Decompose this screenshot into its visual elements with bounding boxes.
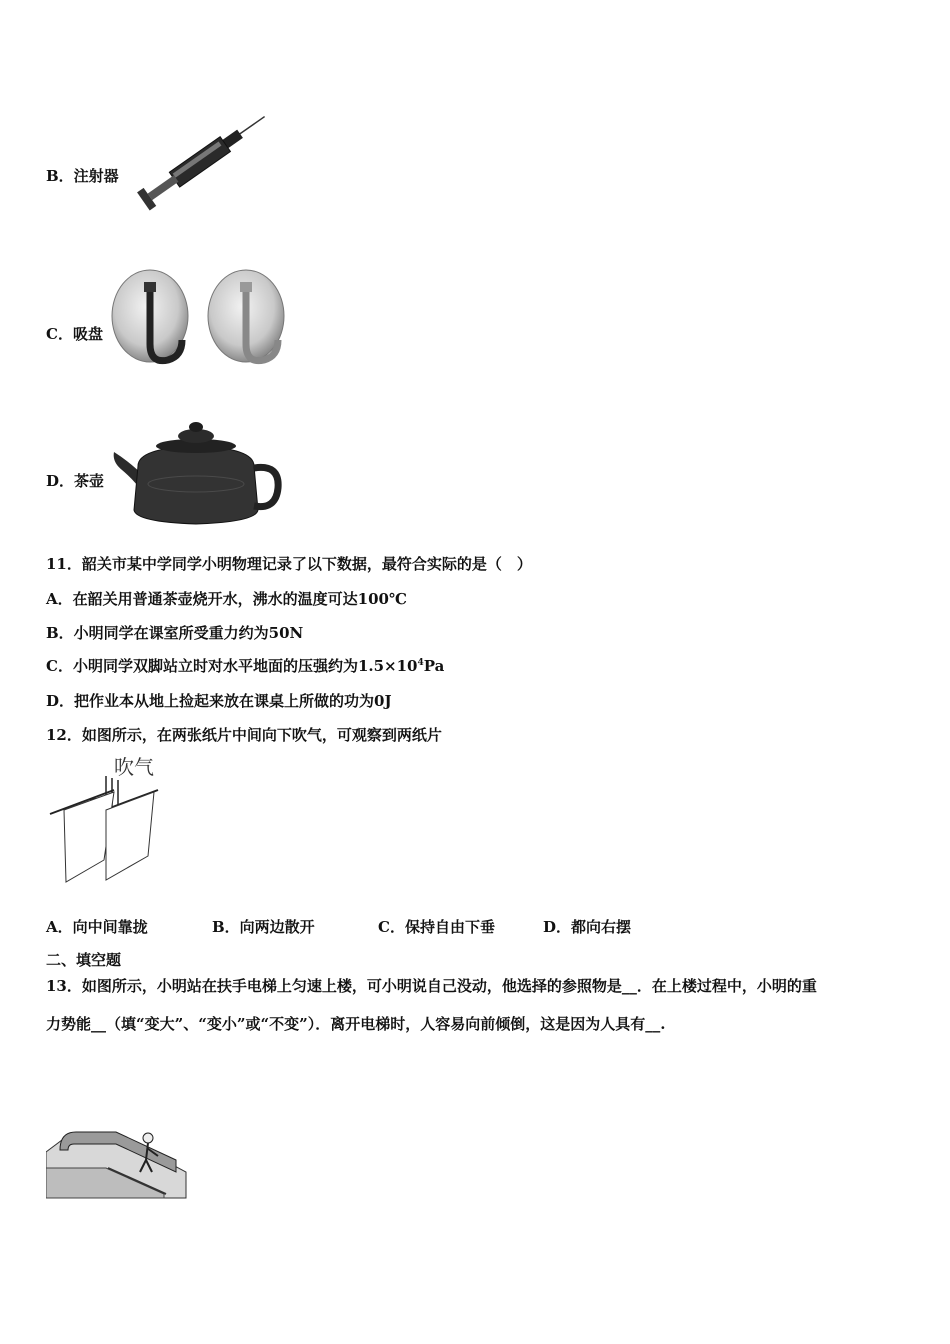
q11-option-a: A．在韶关用普通茶壶烧开水，沸水的温度可达100℃ [46,590,407,608]
section-title: 二、填空题 [46,951,122,969]
q11-option-b: B．小明同学在课室所受重力约为50N [46,624,304,642]
option-b-label: B．注射器 [46,167,119,185]
escalator-figure [46,1110,188,1202]
paper-blowing-figure [44,756,184,886]
q12-stem: 12．如图所示，在两张纸片中间向下吹气，可观察到两纸片 [46,726,442,744]
q13-line2: 力势能__（填“变大”、“变小”或“不变”）．离开电梯时，人容易向前倾倒，这是因为人具有__. [46,1015,666,1033]
syringe-figure [128,98,280,220]
q11-option-d: D．把作业本从地上捡起来放在课桌上所做的功为0J [46,692,392,710]
q11-stem: 11．韶关市某中学同学小明物理记录了以下数据，最符合实际的是（ ） [46,555,532,573]
q11-option-c-exponent: 4 [417,658,424,668]
q11-option-c-unit: Pa [423,657,445,675]
blow-label: 吹气 [114,756,154,779]
q11-option-c-text: C．小明同学双脚站立时对水平地面的压强约为1.5×10 [46,657,418,675]
q12-option-b: B．向两边散开 [212,918,315,936]
option-c-label: C．吸盘 [46,325,103,343]
suction-cup-figure [110,266,290,372]
q11-option-c [46,655,444,676]
teapot-figure [108,418,284,530]
q12-option-d: D．都向右摆 [543,918,632,936]
q12-option-a: A．向中间靠拢 [46,918,148,936]
q13-line1: 13．如图所示，小明站在扶手电梯上匀速上楼，可小明说自己没动，他选择的参照物是__．在上楼过程中，小明的重 [46,977,817,995]
q12-option-c: C．保持自由下垂 [378,918,495,936]
option-d-label: D．茶壶 [46,472,105,490]
